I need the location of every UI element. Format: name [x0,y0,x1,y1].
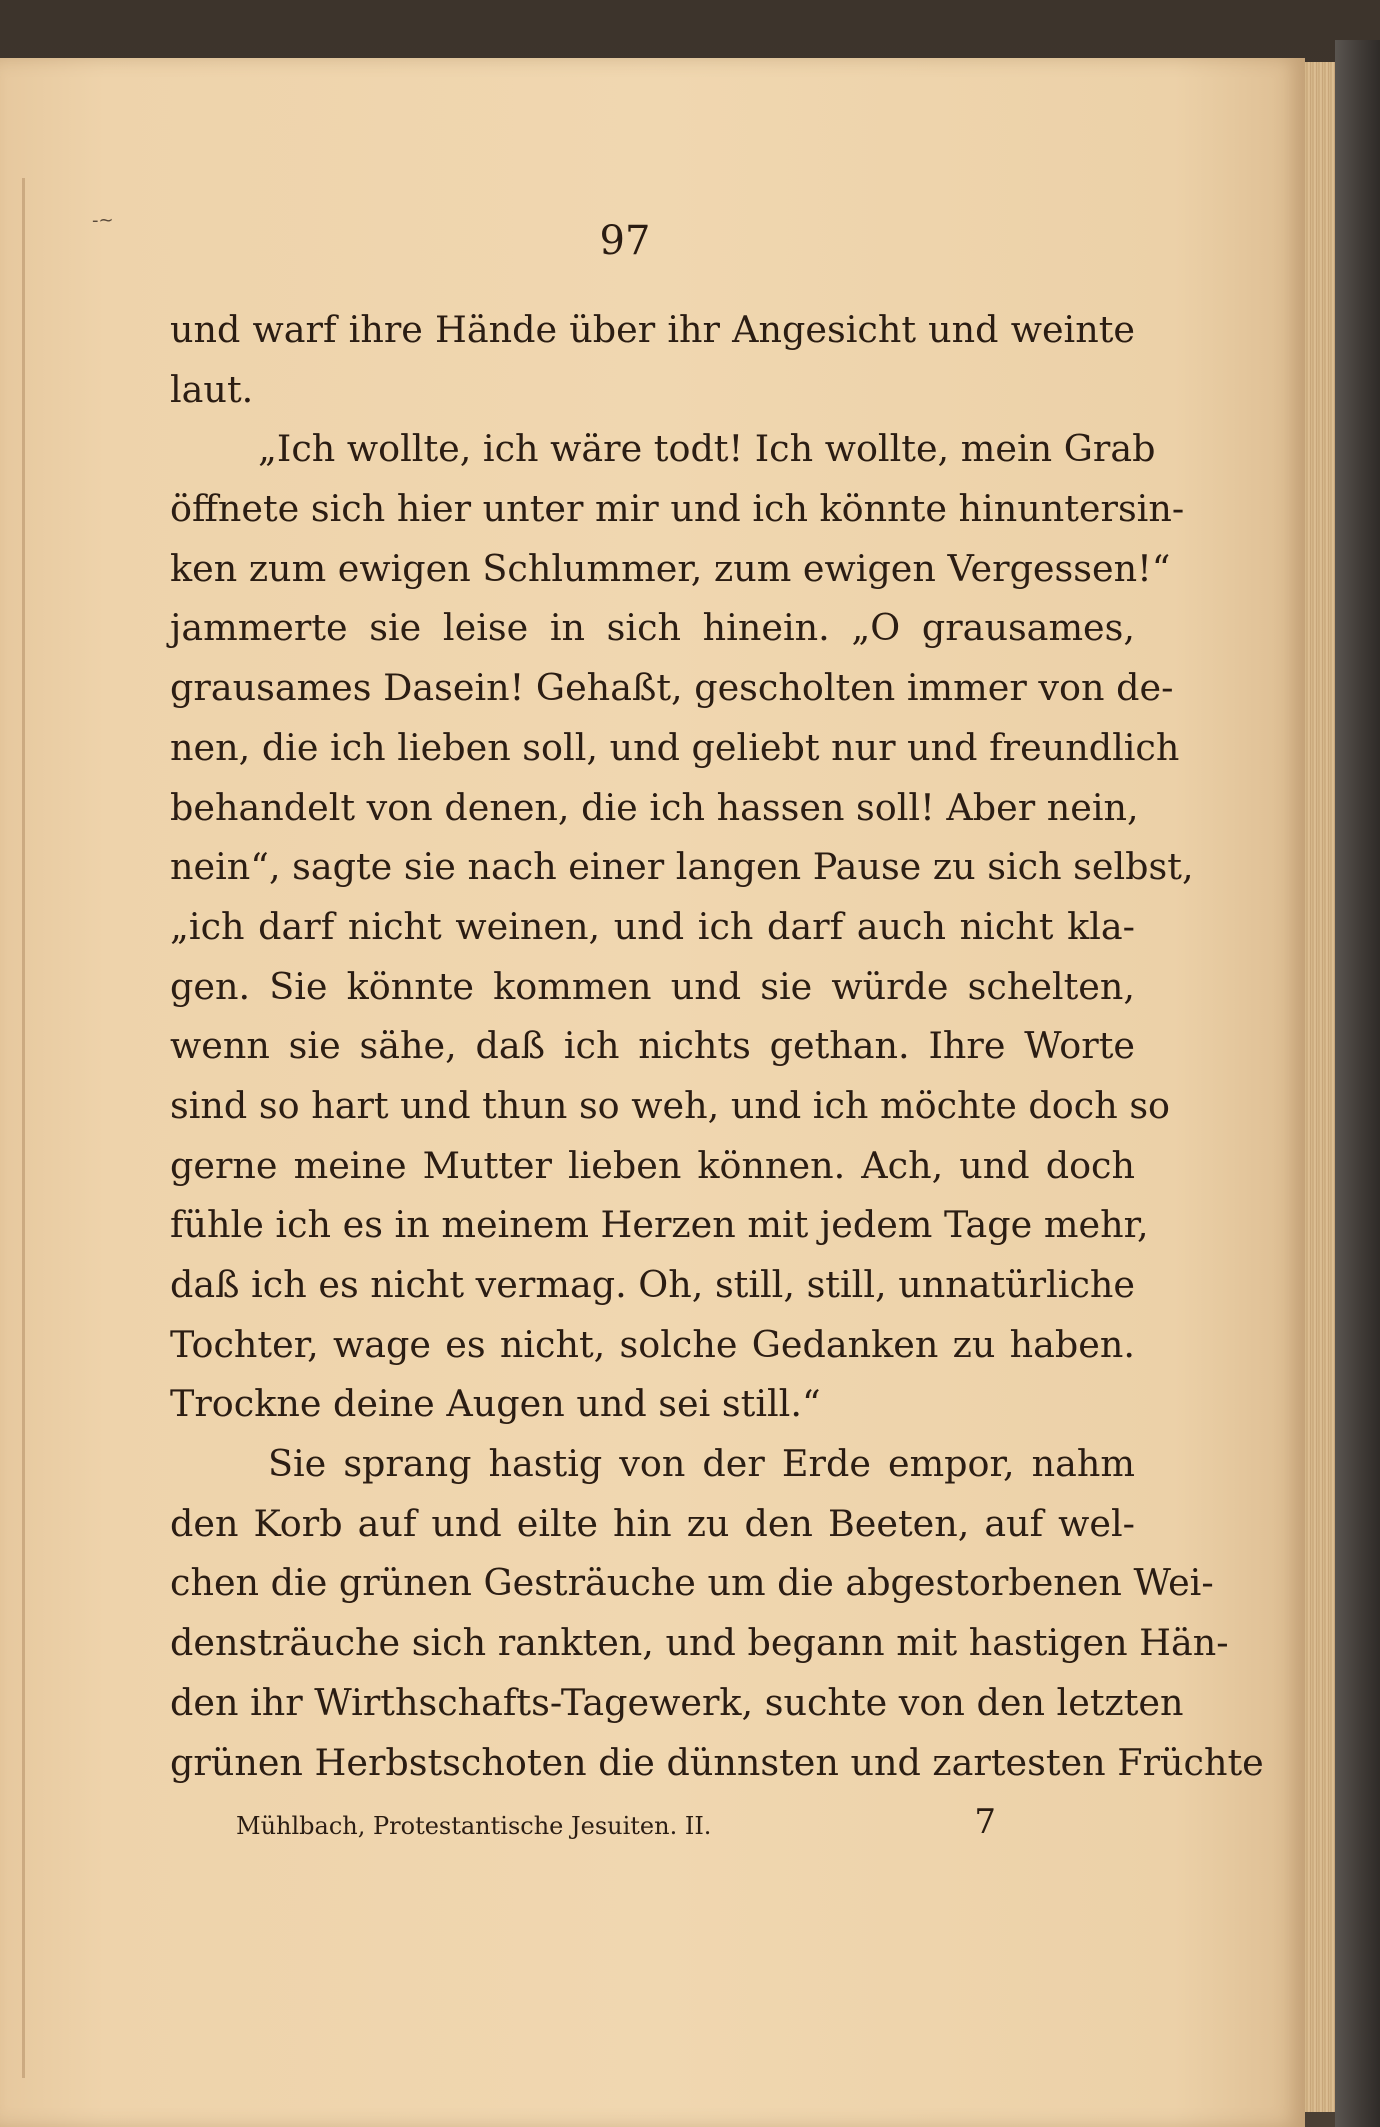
text-line: gerne meine Mutter lieben können. Ach, und doch [170,1143,1135,1187]
ink-mark: -~ [92,210,114,231]
book-cover-edge [1335,40,1380,2127]
page-footer [236,1802,996,1842]
page-number: 97 [599,218,651,264]
text-line: grausames Dasein! Gehaßt, gescholten immer von de- [170,666,1174,710]
text-line: daß ich es nicht vermag. Oh, still, still, unnatürliche [170,1263,1135,1306]
text-line: den Korb auf und eilte hin zu den Beeten, auf wel- [170,1501,1135,1545]
text-line: Trockne deine Augen und sei still.“ [170,1382,821,1426]
footer-title: Mühlbach, Protestantische Jesuiten. II. [236,1812,712,1840]
text-line: nen, die ich lieben soll, und geliebt nur und freundlich [170,725,1180,769]
text-line: laut. [170,367,254,411]
text-line: Sie sprang hastig von der Erde empor, nahm [268,1442,1135,1486]
text-line: fühle ich es in meinem Herzen mit jedem Tage mehr, [170,1203,1149,1247]
text-line: und warf ihre Hände über ihr Angesicht und weinte [170,308,1135,351]
text-line: den ihr Wirthschafts-Tagewerk, suchte von den letzten [170,1680,1184,1724]
text-line: ken zum ewigen Schlummer, zum ewigen Vergessen!“ [170,546,1171,590]
text-line: „ich darf nicht weinen, und ich darf auch nicht kla- [170,904,1135,948]
text-line: gen. Sie könnte kommen und sie würde schelten, [170,964,1135,1008]
text-line: sind so hart und thun so weh, und ich möchte doch so [170,1083,1171,1127]
text-line: „Ich wollte, ich wäre todt! Ich wollte, mein Grab [258,427,1156,471]
text-line: chen die grünen Gesträuche um die abgestorbenen Wei- [170,1561,1214,1605]
text-line: behandelt von denen, die ich hassen soll! Aber nein, [170,785,1139,829]
text-line: öffnete sich hier unter mir und ich könnte hinuntersin- [170,487,1185,531]
body-text [170,300,1264,1792]
signature-mark: 7 [974,1802,996,1842]
text-line: jammerte sie leise in sich hinein. „O grausames, [170,606,1135,650]
text-line: nein“, sagte sie nach einer langen Pause zu sich selbst, [170,845,1194,889]
text-line: densträuche sich rankten, und begann mit hastigen Hän- [170,1621,1229,1665]
page-edges [1305,62,1335,2112]
text-line: wenn sie sähe, daß ich nichts gethan. Ihre Worte [170,1024,1135,1068]
text-line: Tochter, wage es nicht, solche Gedanken zu haben. [170,1322,1135,1366]
gutter-line [22,178,25,2078]
text-line: grünen Herbstschoten die dünnsten und zartesten Früchte [170,1740,1264,1784]
